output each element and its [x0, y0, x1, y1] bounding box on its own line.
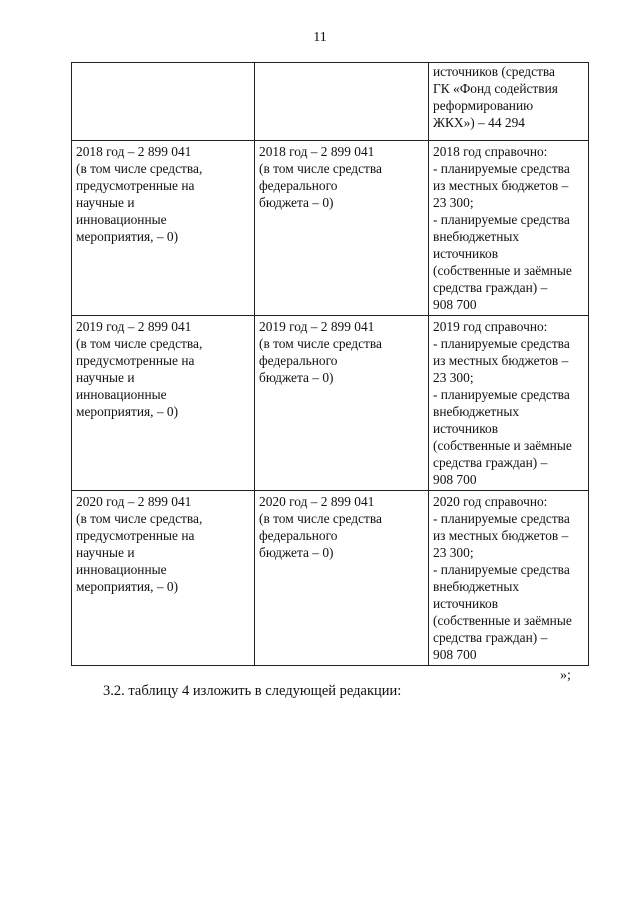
cell-text-line: научные и	[76, 545, 135, 560]
cell-text-line: - планируемые средства	[433, 387, 570, 402]
table-cell-col3	[429, 63, 589, 141]
cell-text-line: - планируемые средства	[433, 161, 570, 176]
cell-text-line: бюджета – 0)	[259, 195, 334, 210]
cell-text-line: (собственные и заёмные	[433, 438, 572, 453]
cell-text-line: инновационные	[76, 562, 167, 577]
cell-text-line: 23 300;	[433, 545, 474, 560]
cell-text-line: из местных бюджетов –	[433, 353, 569, 368]
cell-text-line: внебюджетных	[433, 229, 520, 244]
cell-text-line: (в том числе средства,	[76, 511, 203, 526]
table-row	[72, 316, 589, 491]
cell-text-line: бюджета – 0)	[259, 545, 334, 560]
cell-text-line: 908 700	[433, 647, 477, 662]
cell-text-line: 908 700	[433, 297, 477, 312]
cell-text-line: 2018 год справочно:	[433, 144, 548, 159]
budget-table	[71, 62, 589, 666]
page-number: 11	[313, 30, 327, 45]
cell-text-line: научные и	[76, 370, 135, 385]
cell-text-line: из местных бюджетов –	[433, 528, 569, 543]
table-cell-col2	[255, 316, 429, 491]
cell-text-line: 2020 год – 2 899 041	[259, 494, 375, 509]
cell-text-line: 908 700	[433, 472, 477, 487]
cell-text-line: - планируемые средства	[433, 562, 570, 577]
cell-text-line: реформированию	[433, 98, 534, 113]
cell-text-line: - планируемые средства	[433, 511, 570, 526]
budget-table-body	[72, 63, 589, 666]
table-cell-col3	[429, 491, 589, 666]
cell-text-line: внебюджетных	[433, 579, 520, 594]
cell-text-line: внебюджетных	[433, 404, 520, 419]
cell-text-line: предусмотренные на	[76, 178, 195, 193]
table-cell-col1	[72, 141, 255, 316]
cell-text-line: (в том числе средства	[259, 336, 382, 351]
cell-text-line: инновационные	[76, 387, 167, 402]
table-cell-col2	[255, 63, 429, 141]
cell-text-line: предусмотренные на	[76, 528, 195, 543]
cell-text-line: - планируемые средства	[433, 212, 570, 227]
closing-quote: »;	[560, 668, 571, 683]
table-row	[72, 141, 589, 316]
amendment-paragraph: 3.2. таблицу 4 изложить в следующей редакции:	[103, 683, 402, 699]
cell-text-line: инновационные	[76, 212, 167, 227]
cell-text-line: источников	[433, 421, 499, 436]
cell-text-line: (собственные и заёмные	[433, 263, 572, 278]
cell-text-line: 2019 год – 2 899 041	[76, 319, 192, 334]
cell-text-line: 23 300;	[433, 195, 474, 210]
table-row	[72, 491, 589, 666]
cell-text-line: - планируемые средства	[433, 336, 570, 351]
cell-text-line: источников	[433, 596, 499, 611]
cell-text-line: федерального	[259, 528, 338, 543]
cell-text-line: мероприятия, – 0)	[76, 579, 179, 594]
cell-text-line: средства граждан) –	[433, 455, 548, 470]
cell-text-line: ЖКХ») – 44 294	[433, 115, 525, 130]
cell-text-line: 2020 год справочно:	[433, 494, 548, 509]
cell-text-line: федерального	[259, 178, 338, 193]
cell-text-line: источников	[433, 246, 499, 261]
cell-text-line: (в том числе средства,	[76, 161, 203, 176]
cell-text-line: (в том числе средства,	[76, 336, 203, 351]
cell-text-line: из местных бюджетов –	[433, 178, 569, 193]
table-cell-col1	[72, 63, 255, 141]
cell-text-line: источников (средства	[433, 64, 555, 79]
cell-text-line: средства граждан) –	[433, 630, 548, 645]
cell-text-line: федерального	[259, 353, 338, 368]
cell-text-line: 2018 год – 2 899 041	[76, 144, 192, 159]
cell-text-line: 23 300;	[433, 370, 474, 385]
table-cell-col3	[429, 141, 589, 316]
cell-text-line: ГК «Фонд содействия	[433, 81, 558, 96]
table-row	[72, 63, 589, 141]
table-cell-col2	[255, 141, 429, 316]
cell-text-line: 2018 год – 2 899 041	[259, 144, 375, 159]
cell-text-line: средства граждан) –	[433, 280, 548, 295]
table-cell-col3	[429, 316, 589, 491]
cell-text-line: 2019 год справочно:	[433, 319, 548, 334]
cell-text-line: предусмотренные на	[76, 353, 195, 368]
cell-text-line: мероприятия, – 0)	[76, 229, 179, 244]
table-cell-col1	[72, 316, 255, 491]
table-cell-col2	[255, 491, 429, 666]
cell-text-line: бюджета – 0)	[259, 370, 334, 385]
cell-text-line: (собственные и заёмные	[433, 613, 572, 628]
cell-text-line: 2020 год – 2 899 041	[76, 494, 192, 509]
cell-text-line: мероприятия, – 0)	[76, 404, 179, 419]
cell-text-line: 2019 год – 2 899 041	[259, 319, 375, 334]
table-cell-col1	[72, 491, 255, 666]
cell-text-line: научные и	[76, 195, 135, 210]
cell-text-line: (в том числе средства	[259, 161, 382, 176]
cell-text-line: (в том числе средства	[259, 511, 382, 526]
